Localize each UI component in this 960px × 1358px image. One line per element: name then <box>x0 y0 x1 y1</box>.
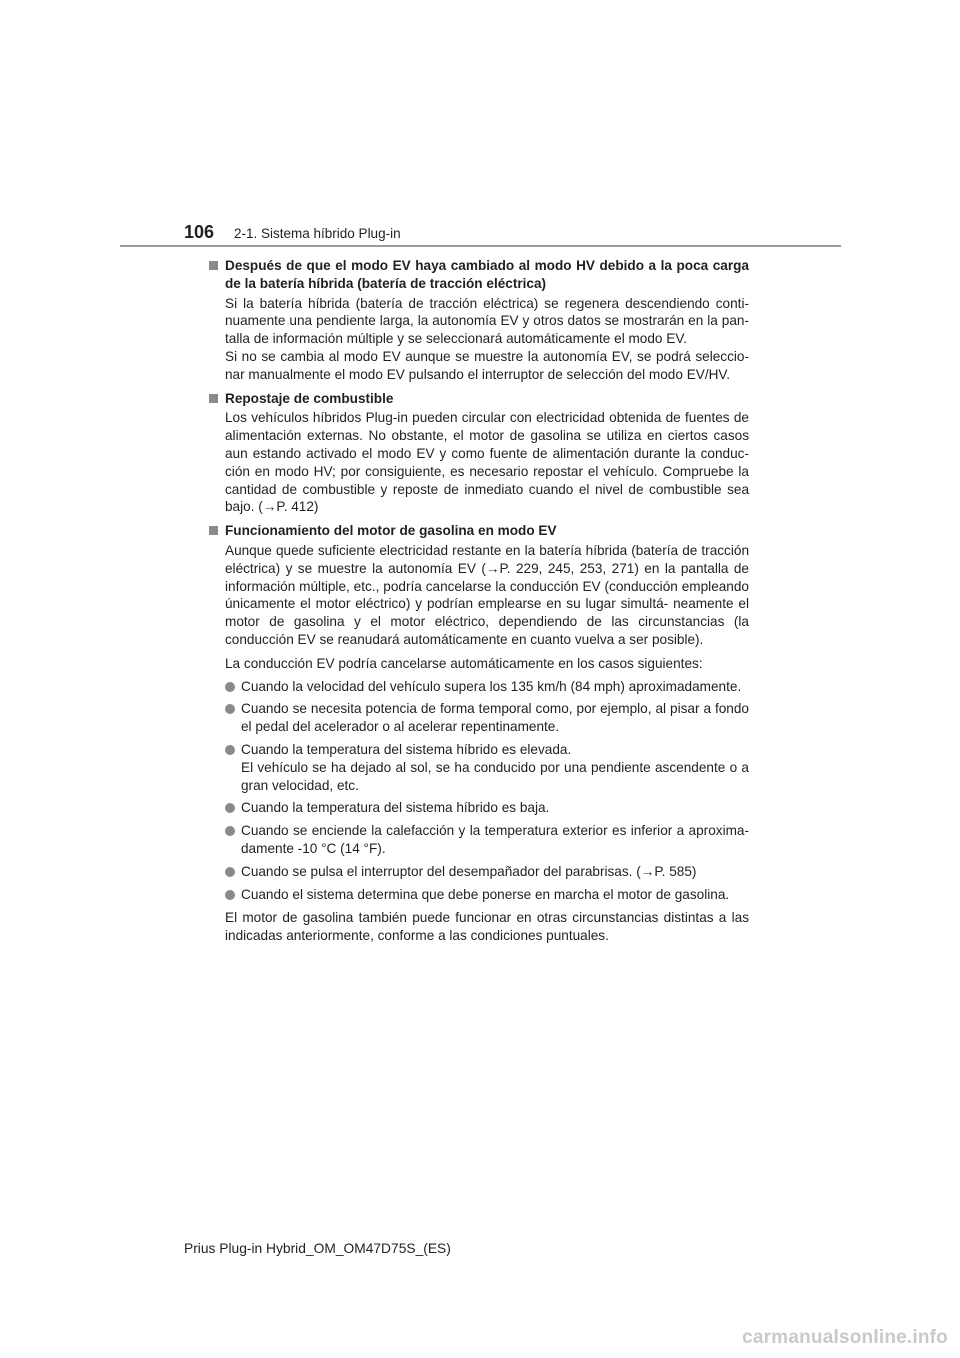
page-header <box>0 0 960 250</box>
paragraph: Si la batería híbrida (batería de tracción eléctrica) se regenera descendiendo conti- nuamente una pendiente larga, la autonomía EV y otros datos se mostrarán en la pan- talla de información múltiple y se seleccionará automáticamente el modo EV. <box>225 295 749 347</box>
section-heading <box>209 522 749 540</box>
list-item <box>209 863 749 881</box>
page-number: 106 <box>184 222 215 242</box>
section-heading <box>209 390 749 408</box>
circle-bullet-icon <box>225 704 235 714</box>
list-item-line: Cuando la temperatura del sistema híbrido es elevada. <box>241 741 572 757</box>
list-item <box>209 678 749 696</box>
section-refueling <box>209 390 749 517</box>
list-item <box>209 700 749 736</box>
document-id: Prius Plug-in Hybrid_OM_OM47D75S_(ES) <box>184 1241 451 1256</box>
list-item-text: Cuando se necesita potencia de forma temporal como, por ejemplo, al pisar a fondo el pedal del acelerador o al acelerar repentinamente. <box>241 701 749 735</box>
page-content <box>209 257 749 951</box>
paragraph: Aunque quede suficiente electricidad restante en la batería híbrida (batería de tracción eléctrica) y se muestre la autonomía EV (→P. 229, 245, 253, 271) en la pantalla de información múltiple, etc., podría cancelarse la conducción EV (conducción empleando únicamente el motor eléctrico) y podrían emplearse en su lugar simultá- neamente el motor de gasolina y el motor eléctrico, dependiendo de las circunstancias (la conducción EV se reanudará automáticamente en cuanto vuelva a ser posible). <box>225 542 749 647</box>
list-item-text <box>241 741 749 794</box>
paragraph: El motor de gasolina también puede funcionar en otras circunstancias distintas a las indicadas anteriormente, conforme a las condiciones puntuales. <box>225 910 749 944</box>
list-item-text: Cuando el sistema determina que debe ponerse en marcha el motor de gasolina. <box>241 886 730 902</box>
list-item <box>209 741 749 794</box>
square-bullet-icon <box>209 261 218 270</box>
section-ev-to-hv <box>209 257 749 384</box>
list-item-text: Cuando la velocidad del vehículo supera los 135 km/h (84 mph) aproximadamente. <box>241 678 742 694</box>
site-watermark: carmanualsonline.info <box>742 1327 948 1348</box>
square-bullet-icon <box>209 526 218 535</box>
heading-text: Funcionamiento del motor de gasolina en modo EV <box>225 523 557 539</box>
list-item <box>209 799 749 817</box>
square-bullet-icon <box>209 394 218 403</box>
circle-bullet-icon <box>225 745 235 755</box>
paragraph: Los vehículos híbridos Plug-in pueden circular con electricidad obtenida de fuentes de alimentación externas. No obstante, el motor de gasolina se utiliza en ciertos casos aun estando activado el modo EV y como fuente de alimentación durante la conduc- ción en modo HV; por consiguiente, es necesario repostar el vehículo. Compruebe la cantidad de combustible y reposte de inmediato cuando el nivel de combustible sea bajo. (→P. 412) <box>225 410 749 515</box>
circle-bullet-icon <box>225 803 235 813</box>
list-item-text: Cuando la temperatura del sistema híbrido es baja. <box>241 800 550 816</box>
list-item-text: Cuando se enciende la calefacción y la temperatura exterior es inferior a aproxima- damente -10 °C (14 °F). <box>241 823 749 856</box>
section-gasoline-engine-ev-mode <box>209 522 749 945</box>
heading-text: Repostaje de combustible <box>225 390 394 406</box>
section-heading <box>209 257 749 293</box>
list-item-note: El vehículo se ha dejado al sol, se ha conducido por una pendiente ascendente o a gran velocidad, etc. <box>241 759 749 793</box>
list-item-text: Cuando se pulsa el interruptor del desempañador del parabrisas. (→P. 585) <box>241 863 697 879</box>
circle-bullet-icon <box>225 867 235 877</box>
circle-bullet-icon <box>225 890 235 900</box>
circle-bullet-icon <box>225 682 235 692</box>
circle-bullet-icon <box>225 826 235 836</box>
heading-text: Después de que el modo EV haya cambiado al modo HV debido a la poca carga de la batería híbrida (batería de tracción eléctrica) <box>225 258 749 291</box>
section-title: 2-1. Sistema híbrido Plug-in <box>234 226 401 241</box>
list-item <box>209 822 749 858</box>
header-divider <box>120 245 841 247</box>
paragraph: Si no se cambia al modo EV aunque se muestre la autonomía EV, se podrá seleccio- nar manualmente el modo EV pulsando el interruptor de selección del modo EV/HV. <box>225 348 749 382</box>
paragraph: La conducción EV podría cancelarse automáticamente en los casos siguientes: <box>225 655 703 671</box>
list-item <box>209 886 749 904</box>
